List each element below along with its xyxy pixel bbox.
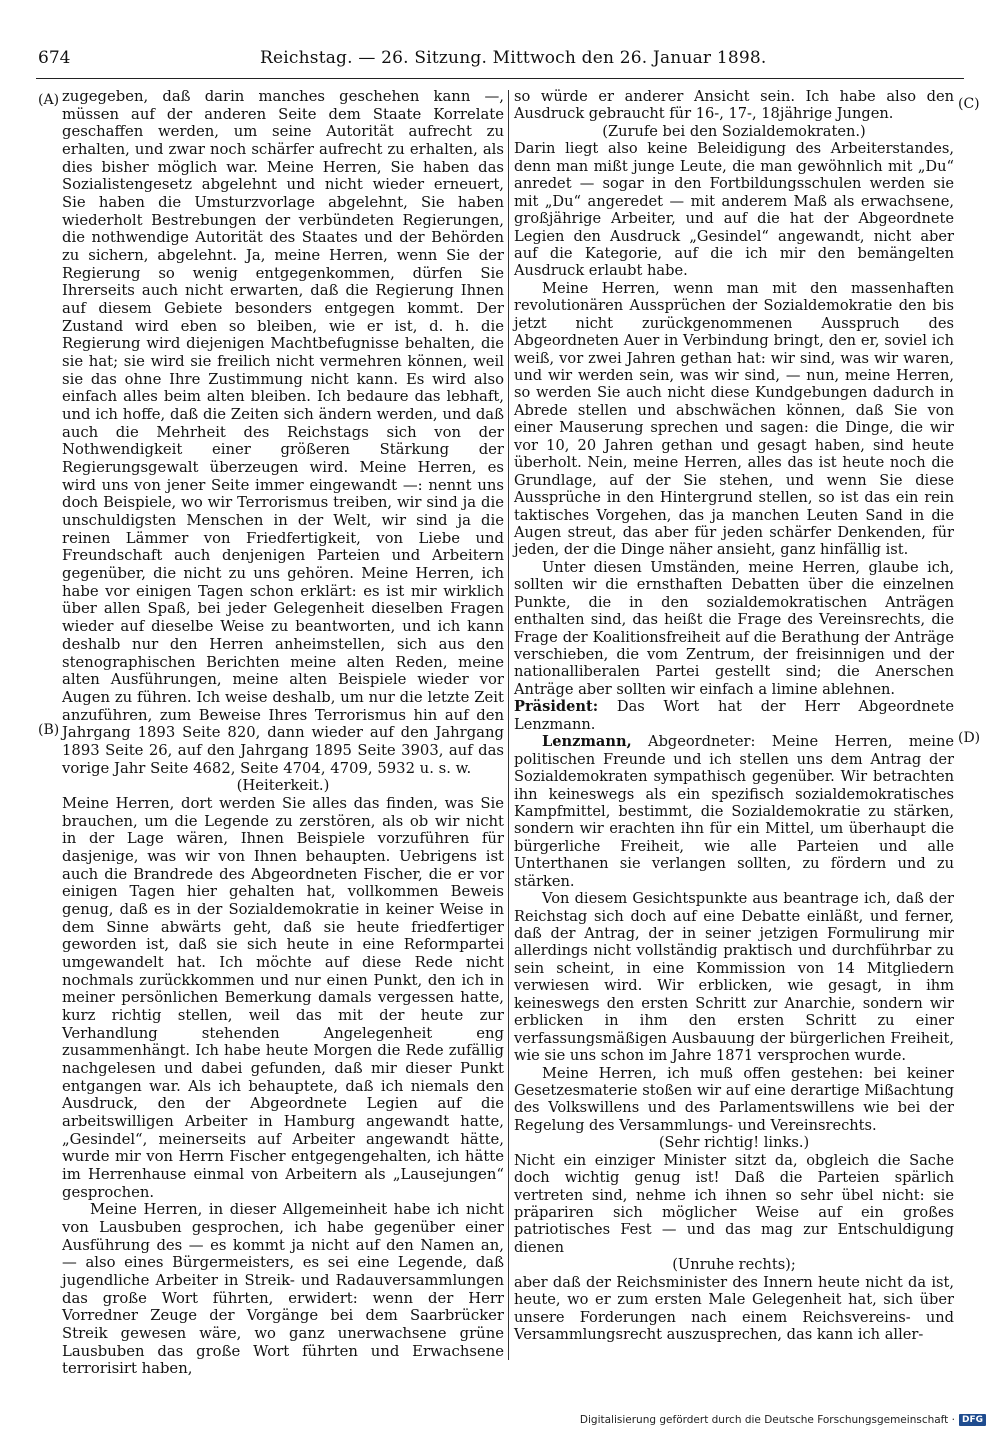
interjection: (Zurufe bei den Sozialdemokraten.) (602, 122, 866, 140)
paragraph: Meine Herren, wenn man mit den massenhaften revolutionären Aussprüchen der Sozialdemokratie den bis jetzt nicht zurückgenommenen Ausspruch des Abgeordneten Auer in Verbindung bringt, den er, soviel ich weiß, vor zwei Jahren gethan hat: wir sind, was wir waren, und wir werden sein, was wir sind, — nun, meine Herren, so werden Sie auch nicht diese Kundgebungen dadurch in Abrede stellen und abschwächen können, daß Sie von einer Mauserung sprechen und sagen: die Dinge, die wir vor 10, 20 Jahren gethan und gesagt haben, sind heute überholt. Nein, meine Herren, alles das ist heute noch die Grundlage, auf der Sie stehen, und wenn Sie diese Aussprüche in den Hintergrund stellen, so ist das ein rein taktisches Vorgehen, das ja manchen Leuten Sand in die Augen streut, das aber für jeden schärfer Denkenden, für jeden, der die Dinge näher ansieht, ganz hinfällig ist. (514, 279, 954, 559)
interjection: (Sehr richtig! links.) (658, 1134, 810, 1152)
paragraph: Meine Herren, ich muß offen gestehen: bei keiner Gesetzesmaterie stoßen wir auf eine derartige Mißachtung des Volkswillens und des Parlamentswillens wie bei der Regelung des Versammlungs- und Vereinsrechts. (514, 1064, 954, 1134)
left-column (62, 88, 504, 1378)
paragraph: aber daß der Reichsminister des Innern heute nicht da ist, heute, wo er zum ersten Male Gelegenheit hat, sich über unsere Forderungen nach einem Reichsvereins- und Versammlungsrecht auszusprechen, das kann ich aller- (514, 1273, 954, 1344)
speaker-paragraph (514, 733, 954, 890)
paragraph: so würde er anderer Ansicht sein. Ich habe also den Ausdruck gebraucht für 16-, 17-, 18jährige Jungen. (514, 88, 954, 123)
paragraph: Unter diesen Umständen, meine Herren, glaube ich, sollten wir die ernsthaften Debatten über die einzelnen Punkte, die in den sozialdemokratischen Anträgen enthalten sind, das heißt die Frage des Vereinsrechts, die Frage der Koalitionsfreiheit auf die Berathung der Anträge verschieben, die vom Zentrum, der freisinnigen und der nationalliberalen Partei gestellt sind; die Anerschen Anträge aber sollten wir einfach a limine ablehnen. (514, 558, 954, 698)
paragraph: Meine Herren, in dieser Allgemeinheit habe ich nicht von Lausbuben gesprochen, ich habe gegenüber einer Ausführung des — es kommt ja nicht auf den Namen an, — also eines Bürgermeisters, es sei eine Legende, daß jugendliche Arbeiter in Streik- und Radauversammlungen das große Wort führten, erwidert: wenn der Herr Vorredner Zeuge der Vorgänge bei dem Saarbrücker Streik gewesen wäre, wo ganz unerwachsene grüne Lausbuben das große Wort führten und Erwachsene terrorisirt haben, (62, 1201, 504, 1378)
speaker-name: Lenzmann, (542, 733, 632, 751)
dfg-logo: DFG (959, 1414, 986, 1426)
page-number: 674 (38, 48, 71, 68)
speaker-name: Präsident: (514, 698, 599, 716)
paragraph: Nicht ein einziger Minister sitzt da, obgleich die Sache doch wichtig genug ist! Daß die Parteien spärlich vertreten sind, nehme ich ihnen so sehr übel nicht: sie präpariren sich möglicher Weise auf ein großes patriotisches Fest — und das mag zur Entschuldigung dienen (514, 1151, 954, 1256)
credit-text: Digitalisierung gefördert durch die Deutsche Forschungsgemeinschaft · (579, 1414, 955, 1426)
speaker-paragraph (514, 698, 954, 733)
margin-mark-a: (A) (38, 92, 60, 108)
paragraph: Von diesem Gesichtspunkte aus beantrage ich, daß der Reichstag sich doch auf eine Debatte einläßt, und ferner, daß der Antrag, der in seiner jetzigen Formulirung mir allerdings nicht vollständig praktisch und durchführbar zu sein scheint, in eine Kommission von 14 Mitgliedern verwiesen wird. Wir erblicken, wie gesagt, in ihm keineswegs den ersten Schritt zur Anarchie, sondern wir erblicken in ihm den ersten Schritt zu einer verfassungsmäßigen Ausbauung der bürgerlichen Freiheit, wie sie uns schon im Jahre 1871 versprochen wurde. (514, 890, 954, 1065)
paragraph: Darin liegt also keine Beleidigung des Arbeiterstandes, denn man mißt junge Leute, die man gewöhnlich mit „Du“ anredet — sogar in den Fortbildungsschulen werden sie mit „Du“ angeredet — mit anderem Maß als erwachsene, großjährige Arbeiter, und auf die hat der Abgeordnete Legien den Ausdruck „Gesindel“ angewandt, nicht aber auf die Kategorie, auf die ich mir den bemängelten Ausdruck erlaubt habe. (514, 140, 954, 280)
header-rule (36, 78, 964, 79)
margin-mark-b: (B) (38, 722, 60, 738)
digitization-credit (580, 1414, 986, 1426)
paragraph: Meine Herren, dort werden Sie alles das finden, was Sie brauchen, um die Legende zu zerstören, als ob wir nicht in der Lage wären, Ihnen Beispiele vorzuführen für dasjenige, was wir von Ihnen behaupten. Uebrigens ist auch die Brandrede des Abgeordneten Fischer, die er vor einigen Tagen hier gehalten hat, vollkommen Beweis genug, daß es in der Sozialdemokratie in keiner Weise in dem Sinne abwärts geht, daß sie heute friedfertiger geworden ist, daß sie sich heute in eine Reformpartei umgewandelt hat. Ich möchte auf diese Rede nicht nochmals zurückkommen und nur einen Punkt, den ich in meiner persönlichen Bemerkung damals vergessen hatte, kurz richtig stellen, weil das mit der heute zur Verhandlung stehenden Angelegenheit eng zusammenhängt. Ich habe heute Morgen die Rede zufällig nachgelesen und dabei gefunden, daß mir dieser Punkt entgangen war. Als ich behauptete, daß ich niemals den Ausdruck, den der Abgeordnete Legien auf die arbeitswilligen Arbeiter in Hamburg angewandt hatte, „Gesindel“, meinerseits auf Arbeiter angewandt hätte, wurde mir von Herrn Fischer entgegengehalten, ich hätte im Herrenhause einmal von Arbeitern als „Lausejungen“ gesprochen. (62, 794, 504, 1201)
page-header (36, 48, 964, 74)
paragraph: zugegeben, daß darin manches geschehen kann —, müssen auf der anderen Seite dem Staate Korrelate geschaffen werden, um seine Autorität aufrecht zu erhalten, und zwar noch schärfer aufrecht zu erhalten, als dies bisher möglich war. Meine Herren, Sie haben das Sozialistengesetz abgelehnt und nicht wieder erneuert, Sie haben die Umsturzvorlage abgelehnt, Sie haben wiederholt Bestrebungen der verbündeten Regierungen, die nothwendige Autorität des Staates und der Behörden zu sichern, abgelehnt. Ja, meine Herren, wenn Sie der Regierung so wenig entgegenkommen, dürfen Sie Ihrerseits auch nicht erwarten, daß die Regierung Ihnen auf diesem Gebiete besonders entgegen kommt. Der Zustand wird eben so bleiben, wie er ist, d. h. die Regierung wird diejenigen Machtbefugnisse behalten, die sie hat; sie wird sie freilich nicht vermehren können, weil sie das ohne Ihre Zustimmung nicht kann. Es wird also einfach alles beim alten bleiben. Ich bedaure das lebhaft, und ich hoffe, daß die Zeiten sich ändern werden, und daß auch die Mehrheit des Reichstags sich von der Nothwendigkeit einer größeren Stärkung der Regierungsgewalt überzeugen wird. Meine Herren, es wird uns von jener Seite immer eingewandt —: nennt uns doch Beispiele, wo wir Terrorismus treiben, wir sind ja die unschuldigsten Menschen in der Welt, wir sind ja die reinen Lämmer von Friedfertigkeit, von Liebe und Freundschaft auch denjenigen Parteien und Arbeitern gegenüber, die nicht zu uns gehören. Meine Herren, ich habe vor einigen Tagen schon erklärt: es ist mir wirklich über allen Spaß, bei jeder Gelegenheit dieselben Fragen wieder auf dieselbe Weise zu beantworten, und ich kann deshalb nur den Herren anheimstellen, sich aus den stenographischen Berichten meine alten Reden, meine alten Ausführungen, meine alten Beispiele wieder vor Augen zu führen. Ich weise deshalb, um nur die letzte Zeit anzuführen, zum Beweise Ihres Terrorismus hin auf den Jahrgang 1893 Seite 820, dann wieder auf den Jahrgang 1893 Seite 26, auf den Jahrgang 1895 Seite 3903, auf das vorige Jahr Seite 4682, Seite 4704, 4709, 5932 u. s. w. (62, 88, 504, 777)
margin-mark-c: (C) (958, 96, 980, 112)
interjection: (Heiterkeit.) (236, 777, 330, 795)
speaker-text: Abgeordneter: Meine Herren, meine politischen Freunde und ich stellen uns dem Antrag der Sozialdemokraten sympathisch gegenüber. Wir betrachten ihn keineswegs als ein spezifisch sozialdemokratisches Kampfmittel, bestimmt, die Sozialdemokratie zu stärken, sondern wir erachten ihn für ein Mittel, um überhaupt die bürgerliche Freiheit, wie alle Parteien und alle Unterthanen sie verlangen sollten, zu fördern und zu stärken. (514, 733, 954, 890)
speaker-text: Das Wort hat der Herr Abgeordnete Lenzmann. (514, 698, 954, 733)
margin-mark-d: (D) (958, 730, 981, 746)
column-divider (508, 90, 509, 1360)
right-column (514, 88, 954, 1344)
interjection: (Unruhe rechts); (672, 1256, 796, 1274)
running-head: Reichstag. — 26. Sitzung. Mittwoch den 26. Januar 1898. (260, 48, 767, 68)
